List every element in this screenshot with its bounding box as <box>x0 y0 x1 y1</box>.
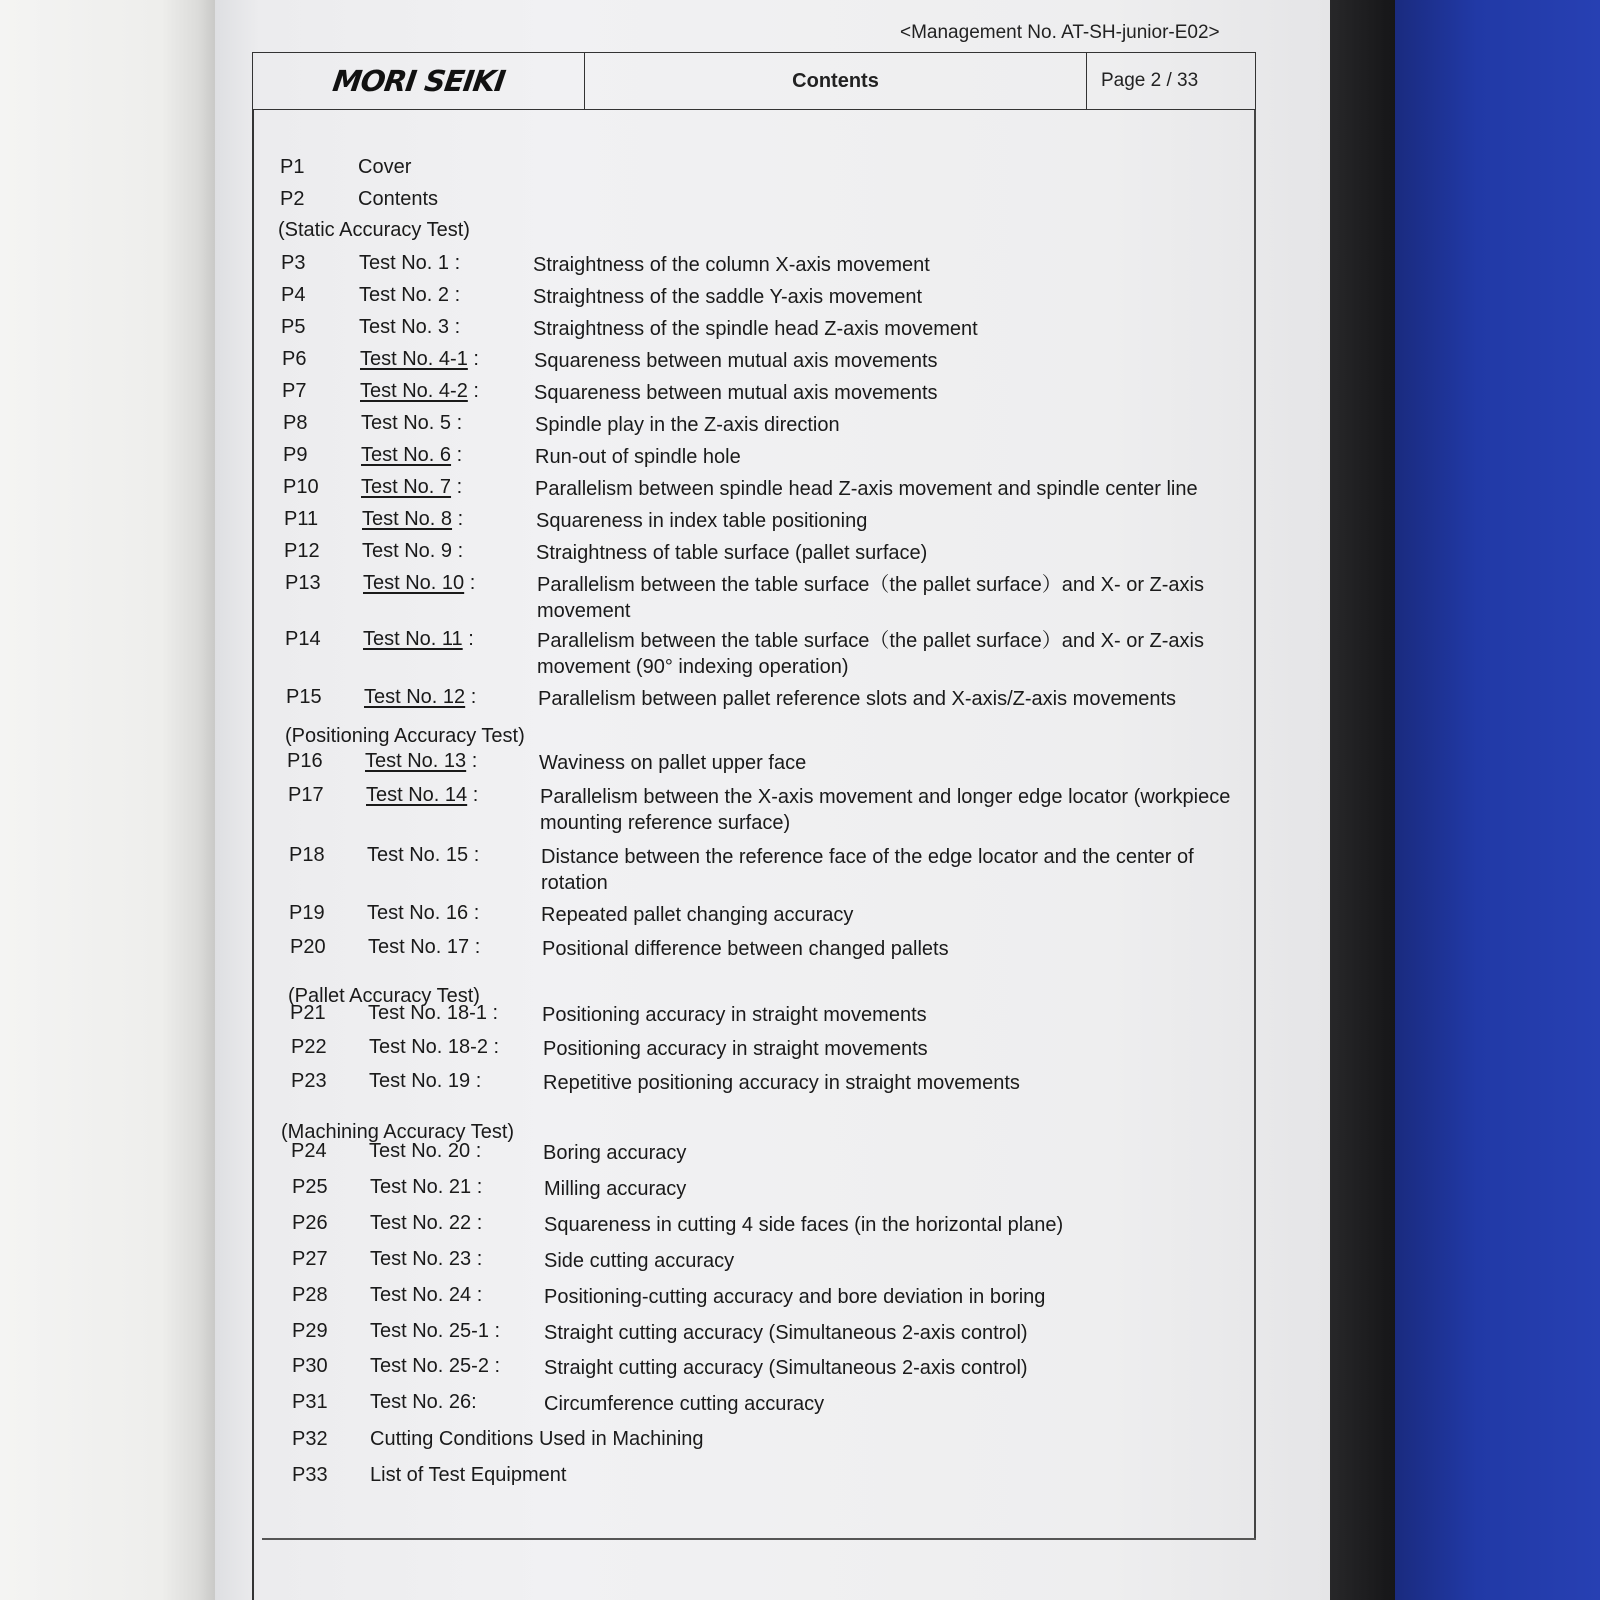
toc-description-line1: Straight cutting accuracy (Simultaneous 2-axis control) <box>544 1322 1028 1344</box>
toc-test-suffix: : <box>467 348 479 370</box>
toc-test-suffix: : <box>462 628 474 650</box>
section-static-accuracy: (Static Accuracy Test) <box>278 219 470 241</box>
toc-description <box>543 1140 686 1166</box>
toc-description-line1: Straightness of the spindle head Z-axis movement <box>533 318 978 340</box>
toc-description-line1: Side cutting accuracy <box>544 1250 735 1272</box>
toc-test-label: Test No. 20 : <box>369 1140 482 1162</box>
toc-description-line1: Squareness between mutual axis movements <box>534 382 938 404</box>
toc-page-number: P33 <box>292 1464 328 1486</box>
toc-test-label: Test No. 9 : <box>362 540 464 562</box>
toc-description <box>533 316 978 342</box>
toc-test-suffix: : <box>464 572 476 594</box>
toc-description-line1: Parallelism between pallet reference slots and X-axis/Z-axis movements <box>538 688 1177 710</box>
toc-description <box>533 284 922 310</box>
toc-test-label: Test No. 26: <box>370 1391 477 1413</box>
toc-description <box>543 1036 928 1062</box>
company-logo: MORI SEIKI <box>330 64 507 98</box>
toc-description-line1: Circumference cutting accuracy <box>544 1393 825 1415</box>
toc-test-label: Test No. 1 : <box>359 252 461 274</box>
toc-description <box>544 1320 1028 1346</box>
toc-test-label: Test No. 16 : <box>367 902 480 924</box>
frame-left-border <box>252 110 254 1600</box>
toc-test-number <box>366 784 478 807</box>
toc-description-line1: Waviness on pallet upper face <box>539 752 807 774</box>
toc-page-number: P23 <box>291 1070 327 1092</box>
toc-page-number: P15 <box>286 686 322 708</box>
toc-page-number: P8 <box>283 412 308 434</box>
toc-page-number: P25 <box>292 1176 328 1198</box>
toc-test-link[interactable]: Test No. 10 <box>363 572 465 594</box>
toc-test-suffix: : <box>451 444 463 466</box>
toc-test-label: Test No. 15 : <box>367 844 480 866</box>
toc-test-label: Test No. 23 : <box>370 1248 483 1270</box>
toc-test-label: Test No. 18-1 : <box>368 1002 499 1024</box>
toc-test-number <box>361 476 462 499</box>
toc-page-number: P17 <box>288 784 324 806</box>
toc-page-number: P26 <box>292 1212 328 1234</box>
toc-description <box>542 1002 927 1028</box>
toc-test-number <box>363 628 474 651</box>
toc-description <box>541 902 853 928</box>
toc-test-label: Test No. 2 : <box>359 284 461 306</box>
toc-page-number: P2 <box>280 188 305 210</box>
toc-description-line1: Spindle play in the Z-axis direction <box>535 414 840 436</box>
toc-page-number: P7 <box>282 380 307 402</box>
toc-description <box>544 1391 824 1417</box>
toc-description <box>534 348 938 374</box>
toc-description <box>537 628 1204 680</box>
toc-test-label: Test No. 5 : <box>361 412 463 434</box>
toc-test-label: Test No. 18-2 : <box>369 1036 500 1058</box>
toc-test-label: Test No. 24 : <box>370 1284 483 1306</box>
toc-page-number: P20 <box>290 936 326 958</box>
toc-page-number: P6 <box>282 348 307 370</box>
toc-test-number <box>365 750 477 773</box>
toc-test-number <box>364 686 476 709</box>
toc-test-number <box>361 444 462 467</box>
toc-page-number: P29 <box>292 1320 328 1342</box>
blue-surface <box>1395 0 1600 1600</box>
toc-description <box>538 686 1176 712</box>
toc-description-line1: Distance between the reference face of the edge locator and the center of <box>541 846 1194 868</box>
toc-test-number <box>360 348 479 371</box>
toc-page-number: P27 <box>292 1248 328 1270</box>
toc-description <box>535 412 840 438</box>
toc-description <box>544 1355 1028 1381</box>
toc-test-suffix: : <box>466 750 478 772</box>
toc-page-number: P21 <box>290 1002 326 1024</box>
toc-description <box>535 444 741 470</box>
toc-test-link[interactable]: Test No. 8 <box>362 508 453 530</box>
toc-description-line1: Squareness between mutual axis movements <box>534 350 938 372</box>
toc-description <box>536 540 927 566</box>
toc-page-number: P4 <box>281 284 306 306</box>
page-header <box>252 52 1256 110</box>
toc-description-line1: Straight cutting accuracy (Simultaneous 2-axis control) <box>544 1357 1028 1379</box>
toc-description-line1: Squareness in cutting 4 side faces (in the horizontal plane) <box>544 1214 1064 1236</box>
section-machining-accuracy: (Machining Accuracy Test) <box>281 1121 515 1143</box>
toc-description-line1: Milling accuracy <box>544 1178 687 1200</box>
toc-page-number: P10 <box>283 476 319 498</box>
toc-test-number <box>362 508 463 531</box>
toc-page-number: P28 <box>292 1284 328 1306</box>
toc-description-line1: Straightness of the column X-axis movement <box>533 254 930 276</box>
toc-test-label: List of Test Equipment <box>370 1464 567 1486</box>
toc-page-number: P1 <box>280 156 305 178</box>
toc-description-line1: Parallelism between spindle head Z-axis movement and spindle center line <box>535 478 1198 500</box>
toc-description-line2: rotation <box>541 872 608 894</box>
toc-page-number: P11 <box>284 508 319 530</box>
toc-test-link[interactable]: Test No. 11 <box>363 628 463 650</box>
toc-test-label: Test No. 25-2 : <box>370 1355 501 1377</box>
toc-test-label: Test No. 19 : <box>369 1070 482 1092</box>
toc-test-suffix: : <box>467 784 479 806</box>
toc-description <box>543 1070 1020 1096</box>
toc-description <box>536 508 867 534</box>
page-title: Contents <box>585 53 1087 109</box>
toc-test-link[interactable]: Test No. 13 <box>365 750 467 772</box>
toc-description-line1: Repetitive positioning accuracy in straight movements <box>543 1072 1020 1094</box>
toc-page-number: P18 <box>289 844 325 866</box>
toc-page-number: P22 <box>291 1036 327 1058</box>
toc-description-line1: Positioning-cutting accuracy and bore deviation in boring <box>544 1286 1046 1308</box>
toc-description <box>537 572 1204 624</box>
toc-description <box>544 1248 734 1274</box>
toc-test-label: Test No. 3 : <box>359 316 461 338</box>
toc-description <box>544 1212 1063 1238</box>
toc-test-label: Test No. 21 : <box>370 1176 483 1198</box>
toc-description-line1: Positioning accuracy in straight movements <box>542 1004 927 1026</box>
toc-page-number: P16 <box>287 750 323 772</box>
facing-page <box>0 0 215 1600</box>
toc-test-link[interactable]: Test No. 4-2 <box>360 380 468 402</box>
toc-description-line2: movement (90° indexing operation) <box>537 656 849 678</box>
toc-page-number: P14 <box>285 628 321 650</box>
toc-description-line1: Squareness in index table positioning <box>536 510 868 532</box>
toc-description <box>544 1176 686 1202</box>
toc-page-number: P19 <box>289 902 325 924</box>
toc-description-line1: Boring accuracy <box>543 1142 687 1164</box>
toc-description-line1: Straightness of table surface (pallet surface) <box>536 542 928 564</box>
toc-description <box>535 476 1198 502</box>
toc-test-label: Test No. 25-1 : <box>370 1320 501 1342</box>
toc-description <box>540 784 1230 836</box>
toc-description-line1: Parallelism between the X-axis movement and longer edge locator (workpiece <box>540 786 1231 808</box>
toc-test-link[interactable]: Test No. 4-1 <box>360 348 468 370</box>
toc-description <box>534 380 938 406</box>
toc-test-link[interactable]: Test No. 12 <box>364 686 466 708</box>
toc-description-line1: Straightness of the saddle Y-axis movement <box>533 286 923 308</box>
frame-right-border <box>1254 110 1256 1540</box>
toc-description-line2: movement <box>537 600 631 622</box>
toc-test-label: Test No. 22 : <box>370 1212 483 1234</box>
toc-test-link[interactable]: Test No. 14 <box>366 784 468 806</box>
toc-description <box>544 1284 1045 1310</box>
toc-test-suffix: : <box>452 508 464 530</box>
toc-test-number <box>360 380 479 403</box>
toc-page-number: P24 <box>291 1140 327 1162</box>
toc-page-number: P32 <box>292 1428 328 1450</box>
toc-description-line2: mounting reference surface) <box>540 812 791 834</box>
toc-test-label: Cutting Conditions Used in Machining <box>370 1428 704 1450</box>
toc-description <box>533 252 930 278</box>
toc-test-link[interactable]: Test No. 6 <box>361 444 452 466</box>
toc-description <box>542 936 949 962</box>
toc-test-label: Cover <box>358 156 412 178</box>
toc-test-suffix: : <box>465 686 477 708</box>
toc-description-line1: Parallelism between the table surface（the pallet surface）and X- or Z-axis <box>537 574 1204 596</box>
toc-test-link[interactable]: Test No. 7 <box>361 476 452 498</box>
toc-test-number <box>363 572 475 595</box>
toc-description-line1: Repeated pallet changing accuracy <box>541 904 854 926</box>
toc-test-label: Test No. 17 : <box>368 936 481 958</box>
toc-description-line1: Run-out of spindle hole <box>535 446 741 468</box>
toc-page-number: P3 <box>281 252 306 274</box>
toc-page-number: P30 <box>292 1355 328 1377</box>
section-positioning-accuracy: (Positioning Accuracy Test) <box>285 725 525 747</box>
toc-page-number: P31 <box>292 1391 328 1413</box>
toc-description <box>541 844 1194 896</box>
toc-test-suffix: : <box>451 476 463 498</box>
toc-description <box>539 750 806 776</box>
frame-bottom-border <box>262 1538 1256 1540</box>
toc-description-line1: Parallelism between the table surface（the pallet surface）and X- or Z-axis <box>537 630 1204 652</box>
toc-page-number: P13 <box>285 572 321 594</box>
toc-test-suffix: : <box>467 380 479 402</box>
toc-page-number: P12 <box>284 540 320 562</box>
toc-description-line1: Positioning accuracy in straight movements <box>543 1038 928 1060</box>
toc-page-number: P5 <box>281 316 306 338</box>
logo-cell <box>253 53 585 109</box>
toc-description-line1: Positional difference between changed pallets <box>542 938 949 960</box>
toc-test-label: Contents <box>358 188 439 210</box>
toc-page-number: P9 <box>283 444 308 466</box>
management-number: <Management No. AT-SH-junior-E02> <box>900 22 1220 43</box>
section-pallet-accuracy: (Pallet Accuracy Test) <box>288 985 480 1007</box>
page-number: Page 2 / 33 <box>1101 70 1199 91</box>
